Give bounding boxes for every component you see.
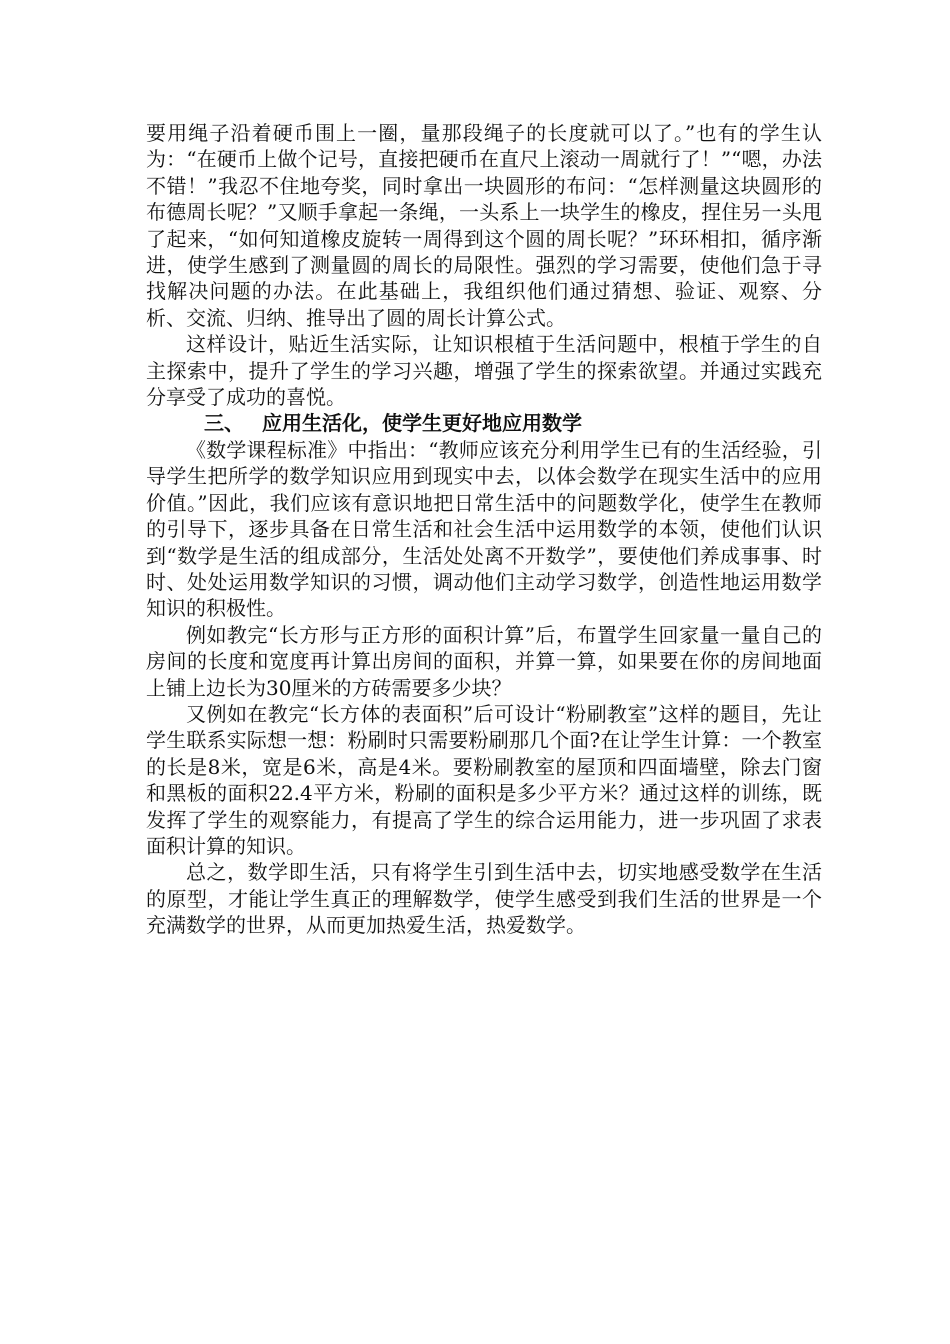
section-heading bbox=[146, 410, 822, 436]
body-paragraph-1: 要用绳子沿着硬币围上一圈，量那段绳子的长度就可以了。”也有的学生认为：“在硬币上做个记号，直接把硬币在直尺上滚动一周就行了！”“嗯，办法不错！”我忍不住地夸奖，同时拿出一块圆形的布问：“怎样测量这块圆形的布德周长呢？”又顺手拿起一条绳，一头系上一块学生的橡皮，捏住另一头甩了起来，“如何知道橡皮旋转一周得到这个圆的周长呢？”环环相扣，循序渐进，使学生感到了测量圆的周长的局限性。强烈的学习需要，使他们急于寻找解决问题的办法。在此基础上，我组织他们通过猜想、验证、观察、分析、交流、归纳、推导出了圆的周长计算公式。 bbox=[146, 121, 822, 330]
body-paragraph-4: 例如教完“长方形与正方形的面积计算”后，布置学生回家量一量自己的房间的长度和宽度再计算出房间的面积，并算一算，如果要在你的房间地面上铺上边长为30厘米的方砖需要多少块？ bbox=[146, 622, 822, 700]
body-paragraph-6: 总之，数学即生活，只有将学生引到生活中去，切实地感受数学在生活的原型，才能让学生真正的理解数学，使学生感受到我们生活的世界是一个充满数学的世界，从而更加热爱生活，热爱数学。 bbox=[146, 860, 822, 938]
body-paragraph-3: 《数学课程标准》中指出：“教师应该充分利用学生已有的生活经验，引导学生把所学的数学知识应用到现实中去，以体会数学在现实生活中的应用价值。”因此，我们应该有意识地把日常生活中的问题数学化，使学生在教师的引导下，逐步具备在日常生活和社会生活中运用数学的本领，使他们认识到“数学是生活的组成部分，生活处处离不开数学”，要使他们养成事事、时时、处处运用数学知识的习惯，调动他们主动学习数学，创造性地运用数学知识的积极性。 bbox=[146, 437, 822, 621]
document-page bbox=[146, 120, 822, 939]
body-paragraph-5: 又例如在教完“长方体的表面积”后可设计“粉刷教室”这样的题目，先让学生联系实际想一想：粉刷时只需要粉刷那几个面?在让学生计算：一个教室的长是8米，宽是6米，高是4米。要粉刷教室的屋顶和四面墙壁，除去门窗和黑板的面积22.4平方米，粉刷的面积是多少平方米？通过这样的训练，既发挥了学生的观察能力，有提高了学生的综合运用能力，进一步巩固了求表面积计算的知识。 bbox=[146, 701, 822, 858]
section-heading-number: 三、 bbox=[204, 411, 244, 436]
body-paragraph-2: 这样设计，贴近生活实际，让知识根植于生活问题中，根植于学生的自主探索中，提升了学生的学习兴趣，增强了学生的探索欲望。并通过实践充分享受了成功的喜悦。 bbox=[146, 332, 822, 410]
section-heading-text: 应用生活化，使学生更好地应用数学 bbox=[262, 411, 582, 436]
